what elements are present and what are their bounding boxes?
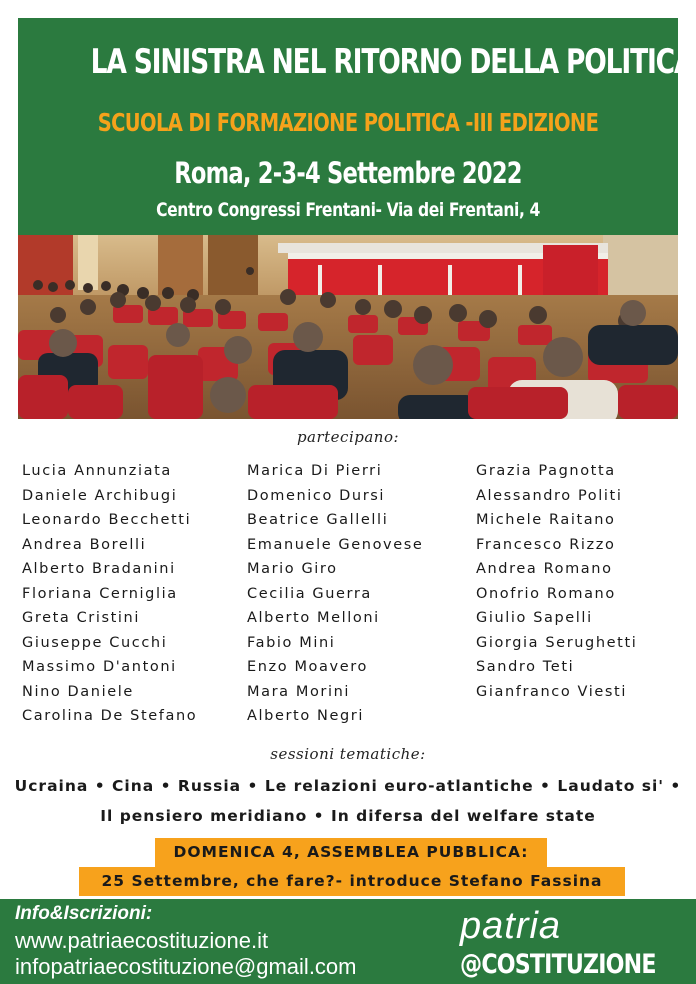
header-banner	[18, 18, 694, 235]
participant-name: Alessandro Politi	[476, 487, 623, 504]
participants-column-1	[22, 459, 197, 729]
participant-name: Enzo Moavero	[247, 659, 368, 675]
info-title: Info&Iscrizioni:	[15, 903, 153, 924]
participant-name: Nino Daniele	[22, 683, 134, 700]
event-subtitle: SCUOLA DI FORMAZIONE POLITICA -III EDIZIONE	[97, 108, 599, 137]
assembly-banner: DOMENICA 4, ASSEMBLEA PUBBLICA:	[155, 838, 547, 867]
assembly-topic-banner: 25 Settembre, che fare?- introduce Stefano Fassina	[79, 867, 625, 896]
participant-name: Cecilia Guerra	[247, 585, 372, 602]
logo-wordmark-top: patria	[460, 905, 562, 947]
participant-name: Emanuele Genovese	[247, 536, 424, 553]
participants-column-3	[476, 459, 637, 704]
conference-hall-illustration	[18, 235, 678, 419]
participant-name: Mario Giro	[247, 561, 338, 577]
footer	[0, 899, 696, 984]
participant-name: Greta Cristini	[22, 610, 140, 626]
participant-name: Carolina De Stefano	[22, 708, 198, 724]
participant-name: Giulio Sapelli	[476, 610, 593, 626]
participant-name: Fabio Mini	[247, 634, 336, 651]
sessions-line-2: Il pensiero meridiano • In difersa del welfare state	[100, 807, 596, 825]
logo-wordmark-bottom: @COSTITUZIONE	[460, 949, 656, 980]
event-venue: Centro Congressi Frentani- Via dei Frentani, 4	[156, 199, 540, 221]
website-link[interactable]: www.patriaecostituzione.it	[15, 928, 269, 953]
patria-costituzione-logo	[460, 905, 685, 981]
participant-name: Giuseppe Cucchi	[22, 634, 168, 651]
participant-name: Giorgia Serughetti	[476, 634, 638, 651]
participants-list	[0, 459, 696, 729]
participant-name: Beatrice Gallelli	[247, 512, 389, 528]
participant-name: Marica Di Pierri	[247, 463, 383, 479]
participant-name: Mara Morini	[247, 683, 351, 700]
participant-name: Sandro Teti	[476, 659, 575, 675]
participant-name: Andrea Romano	[476, 561, 613, 577]
participant-name: Gianfranco Viesti	[476, 683, 627, 700]
participant-name: Lucia Annunziata	[22, 463, 172, 479]
email-link[interactable]: infopatriaecostituzione@gmail.com	[15, 954, 357, 979]
participant-name: Alberto Negri	[247, 708, 364, 724]
participant-name: Alberto Melloni	[247, 610, 380, 626]
participant-name: Massimo D'antoni	[22, 659, 177, 675]
participants-label: partecipano:	[296, 428, 400, 446]
participant-name: Francesco Rizzo	[476, 536, 616, 553]
conference-hall-photo	[18, 235, 678, 419]
participant-name: Onofrio Romano	[476, 585, 616, 602]
sessions-line-1: Ucraina • Cina • Russia • Le relazioni euro-atlantiche • Laudato si' •	[14, 777, 682, 795]
participant-name: Andrea Borelli	[22, 536, 147, 553]
participant-name: Daniele Archibugi	[22, 487, 178, 504]
sessions-topics	[0, 771, 696, 831]
event-date: Roma, 2-3-4 Settembre 2022	[174, 156, 522, 190]
participants-column-2	[247, 459, 423, 729]
participant-name: Alberto Bradanini	[22, 561, 176, 577]
event-title: LA SINISTRA NEL RITORNO DELLA POLITICA	[90, 42, 694, 82]
participant-name: Domenico Dursi	[247, 487, 386, 504]
participant-name: Leonardo Becchetti	[22, 512, 192, 528]
participant-name: Floriana Cerniglia	[22, 585, 178, 602]
participant-name: Grazia Pagnotta	[476, 463, 616, 479]
participant-name: Michele Raitano	[476, 512, 616, 528]
sessions-label: sessioni tematiche:	[270, 745, 426, 763]
